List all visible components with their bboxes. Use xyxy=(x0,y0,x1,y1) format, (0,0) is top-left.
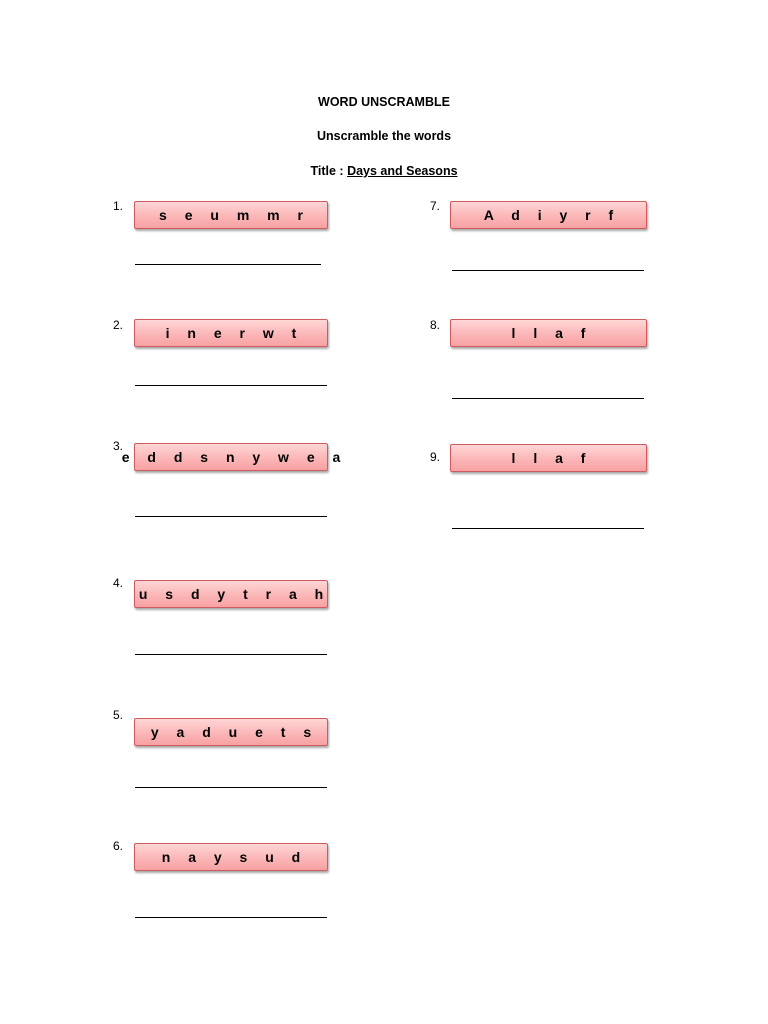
worksheet-topic xyxy=(0,164,768,178)
scrambled-word-box xyxy=(450,201,647,229)
scrambled-word: l l a f xyxy=(511,450,593,466)
answer-line[interactable] xyxy=(135,516,327,517)
item-number: 5. xyxy=(113,708,124,722)
topic-label: Title : xyxy=(310,164,348,178)
topic-value: Days and Seasons xyxy=(347,164,458,178)
item-number: 7. xyxy=(430,199,441,213)
answer-line[interactable] xyxy=(452,528,644,529)
scrambled-word-box xyxy=(134,201,328,229)
scrambled-word: n a y s u d xyxy=(161,849,308,865)
answer-line[interactable] xyxy=(135,264,321,265)
scrambled-word: A d i y r f xyxy=(483,207,621,223)
scrambled-word-box xyxy=(121,443,348,471)
scrambled-word: s e u m m r xyxy=(159,207,310,223)
scrambled-word-box xyxy=(134,319,328,347)
worksheet-subtitle: Unscramble the words xyxy=(316,129,452,143)
item-number: 1. xyxy=(113,199,124,213)
scrambled-word: i n e r w t xyxy=(165,325,304,341)
item-number: 3. xyxy=(113,439,124,453)
scrambled-word-box xyxy=(450,444,647,472)
worksheet-title: WORD UNSCRAMBLE xyxy=(318,95,450,109)
scrambled-word: y a d u e t s xyxy=(150,724,319,740)
item-number: 2. xyxy=(113,318,124,332)
answer-line[interactable] xyxy=(452,398,644,399)
item-number: 4. xyxy=(113,576,124,590)
answer-line[interactable] xyxy=(135,385,327,386)
scrambled-word-box xyxy=(134,843,328,871)
answer-line[interactable] xyxy=(135,654,327,655)
answer-line[interactable] xyxy=(452,270,644,271)
item-number: 6. xyxy=(113,839,124,853)
scrambled-word-box xyxy=(450,319,647,347)
scrambled-word-box xyxy=(134,580,331,608)
answer-line[interactable] xyxy=(135,787,327,788)
answer-line[interactable] xyxy=(135,917,327,918)
item-number: 8. xyxy=(430,318,441,332)
scrambled-word: e d d s n y w e a xyxy=(121,449,348,465)
scrambled-word-box xyxy=(134,718,328,746)
scrambled-word: l l a f xyxy=(511,325,593,341)
scrambled-word: u s d y t r a h xyxy=(138,586,331,602)
item-number: 9. xyxy=(430,450,441,464)
